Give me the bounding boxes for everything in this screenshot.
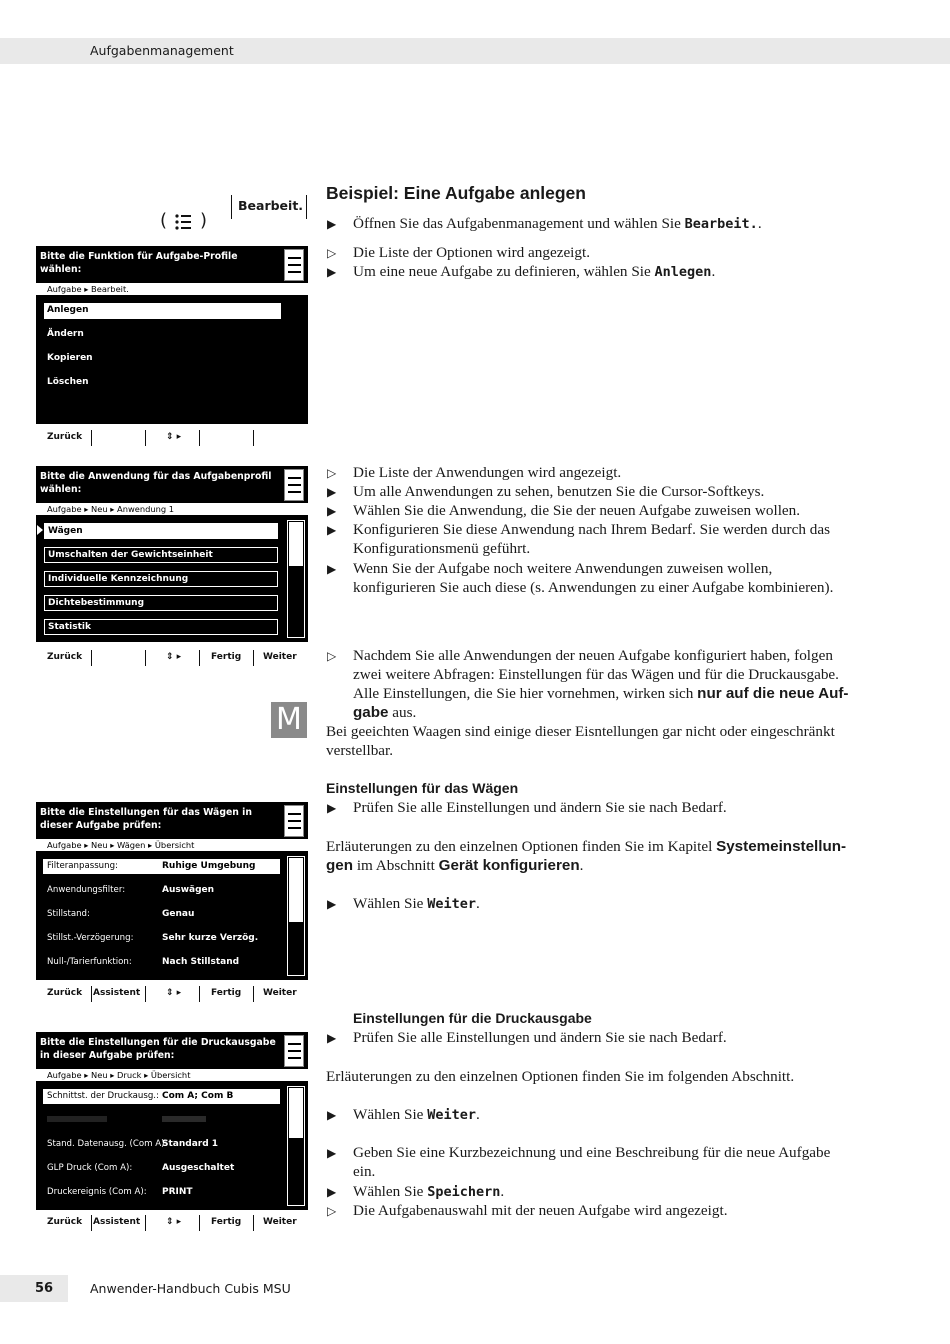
step-text: Geben Sie eine Kurzbezeichnung und eine Beschreibung für die neue Aufgabe — [353, 1144, 831, 1161]
selection-arrow-icon — [37, 525, 43, 535]
softkey-zurueck[interactable]: Zurück — [47, 1217, 83, 1227]
option-label: Anwendungsfilter: — [47, 885, 126, 895]
option-label: Druckereignis (Com A): — [47, 1187, 147, 1197]
softkey-zurueck[interactable]: Zurück — [47, 432, 83, 442]
menu-list-icon — [174, 213, 192, 231]
bearbeit-softkey[interactable]: Bearbeit. — [231, 195, 307, 219]
action-arrow-icon: ▶ — [327, 1146, 337, 1160]
action-arrow-icon: ▶ — [327, 801, 337, 815]
option-label: GLP Druck (Com A): — [47, 1163, 133, 1173]
option-value[interactable]: Genau — [162, 909, 195, 919]
step-text: Wenn Sie der Aufgabe noch weitere Anwendungen zuweisen wollen, — [353, 560, 773, 577]
breadcrumb: Aufgabe ▸ Neu ▸ Druck ▸ Übersicht — [36, 1069, 308, 1081]
scrollbar[interactable] — [287, 1086, 305, 1206]
body-text: gen im Abschnitt Gerät konfigurieren. — [326, 857, 584, 874]
result-text: Nachdem Sie alle Anwendungen der neuen Aufgabe konfiguriert haben, folgen — [353, 647, 833, 664]
action-arrow-icon: ▶ — [327, 562, 337, 576]
result-text: Die Liste der Anwendungen wird angezeigt. — [353, 464, 622, 481]
step-text: Wählen Sie Weiter. — [353, 895, 480, 912]
scrollbar[interactable] — [287, 520, 305, 638]
softkey-cursor[interactable]: ⇕ ▸ — [166, 652, 182, 662]
app-item-umschalten[interactable]: Umschalten der Gewichtseinheit — [44, 547, 278, 563]
softkey-weiter[interactable]: Weiter — [263, 1217, 297, 1227]
softkey-weiter[interactable]: Weiter — [263, 988, 297, 998]
step-text: konfigurieren Sie auch diese (s. Anwendungen zu einer Aufgabe kombinieren). — [353, 579, 834, 596]
paren-right: ) — [200, 210, 208, 231]
screen-application-select — [36, 466, 308, 642]
screen-title: Bitte die Einstellungen für die Druckausgabe in dieser Aufgabe prüfen: — [40, 1037, 276, 1061]
action-arrow-icon: ▶ — [327, 1185, 337, 1199]
softkey-assistent[interactable]: Assistent — [93, 1217, 141, 1227]
menu-item-anlegen[interactable]: Anlegen — [44, 303, 281, 319]
screen-title: Bitte die Anwendung für das Aufgabenprofil wählen: — [40, 471, 272, 495]
breadcrumb: Aufgabe ▸ Bearbeit. — [36, 283, 308, 295]
breadcrumb: Aufgabe ▸ Neu ▸ Wägen ▸ Übersicht — [36, 839, 308, 851]
result-arrow-icon: ▷ — [327, 649, 337, 663]
option-row-obscured — [47, 1116, 107, 1122]
step-text: Prüfen Sie alle Einstellungen und ändern Sie sie nach Bedarf. — [353, 799, 727, 816]
softkey-cursor[interactable]: ⇕ ▸ — [166, 1217, 182, 1227]
subheading-druck: Einstellungen für die Druckausgabe — [353, 1010, 592, 1026]
action-arrow-icon: ▶ — [327, 217, 337, 231]
option-value-obscured — [162, 1116, 206, 1122]
option-label: Filteranpassung: — [47, 861, 118, 871]
step-text: Öffnen Sie das Aufgabenmanagement und wählen Sie Bearbeit.. — [353, 215, 762, 232]
action-arrow-icon: ▶ — [327, 265, 337, 279]
manual-title: Anwender-Handbuch Cubis MSU — [90, 1281, 291, 1296]
softkey-fertig[interactable]: Fertig — [211, 652, 242, 662]
step-text: Konfigurationsmenü geführt. — [353, 540, 531, 557]
softkey-zurueck[interactable]: Zurück — [47, 988, 83, 998]
menu-icon — [284, 1035, 304, 1067]
menu-item-kopieren[interactable]: Kopieren — [47, 353, 93, 363]
result-text: gabe aus. — [353, 704, 417, 721]
softkey-bar — [36, 430, 308, 448]
step-text: Prüfen Sie alle Einstellungen und ändern Sie sie nach Bedarf. — [353, 1029, 727, 1046]
body-text: Erläuterungen zu den einzelnen Optionen finden Sie im folgenden Abschnitt. — [326, 1068, 795, 1085]
action-arrow-icon: ▶ — [327, 523, 337, 537]
option-label: Stillst.-Verzögerung: — [47, 933, 134, 943]
option-value[interactable]: Standard 1 — [162, 1139, 219, 1149]
action-arrow-icon: ▶ — [327, 897, 337, 911]
screen-weighing-settings — [36, 802, 308, 980]
option-value: Ruhige Umgebung — [162, 861, 256, 871]
step-text: Wählen Sie Weiter. — [353, 1106, 480, 1123]
softkey-bar — [36, 650, 308, 668]
screen-print-settings — [36, 1032, 308, 1210]
action-arrow-icon: ▶ — [327, 1108, 337, 1122]
body-text: Erläuterungen zu den einzelnen Optionen finden Sie im Kapitel Systemeinstellun- — [326, 838, 847, 855]
result-text: Alle Einstellungen, die Sie hier vornehmen, wirken sich nur auf die neue Auf- — [353, 685, 849, 702]
softkey-zurueck[interactable]: Zurück — [47, 652, 83, 662]
app-item-dichte[interactable]: Dichtebestimmung — [44, 595, 278, 611]
m-calibrated-icon: M — [271, 702, 307, 738]
option-label: Schnittst. der Druckausg.: — [47, 1091, 159, 1101]
result-arrow-icon: ▷ — [327, 1204, 337, 1218]
note-text: Bei geeichten Waagen sind einige dieser Eisntellungen gar nicht oder eingeschränkt — [326, 723, 835, 740]
step-text: Konfigurieren Sie diese Anwendung nach Ihrem Bedarf. Sie werden durch das — [353, 521, 830, 538]
menu-icon — [284, 249, 304, 281]
option-label: Null-/Tarierfunktion: — [47, 957, 132, 967]
option-label: Stand. Datenausg. (Com A): — [47, 1139, 168, 1149]
softkey-bar — [36, 986, 308, 1004]
softkey-cursor[interactable]: ⇕ ▸ — [166, 988, 182, 998]
screen-title: Bitte die Funktion für Aufgabe-Profile wählen: — [40, 251, 238, 275]
option-value[interactable]: Ausgeschaltet — [162, 1163, 235, 1173]
app-item-statistik[interactable]: Statistik — [44, 619, 278, 635]
page-number: 56 — [0, 1275, 68, 1302]
softkey-assistent[interactable]: Assistent — [93, 988, 141, 998]
result-arrow-icon: ▷ — [327, 466, 337, 480]
option-value[interactable]: Auswägen — [162, 885, 215, 895]
action-arrow-icon: ▶ — [327, 504, 337, 518]
option-value[interactable]: Nach Stillstand — [162, 957, 240, 967]
menu-item-aendern[interactable]: Ändern — [47, 329, 84, 339]
option-value[interactable]: Sehr kurze Verzög. — [162, 933, 259, 943]
option-label: Stillstand: — [47, 909, 90, 919]
step-text: Wählen Sie die Anwendung, die Sie der neuen Aufgabe zuweisen wollen. — [353, 502, 801, 519]
step-text: Wählen Sie Speichern. — [353, 1183, 505, 1200]
breadcrumb: Aufgabe ▸ Neu ▸ Anwendung 1 — [36, 503, 308, 515]
option-value: Com A; Com B — [162, 1091, 234, 1101]
menu-icon — [284, 805, 304, 837]
softkey-fertig[interactable]: Fertig — [211, 1217, 242, 1227]
result-arrow-icon: ▷ — [327, 246, 337, 260]
menu-item-loeschen[interactable]: Löschen — [47, 377, 89, 387]
step-text: Um eine neue Aufgabe zu definieren, wählen Sie Anlegen. — [353, 263, 716, 280]
result-text: zwei weitere Abfragen: Einstellungen für das Wägen und für die Druckausgabe. — [353, 666, 839, 683]
app-item-kennzeichnung[interactable]: Individuelle Kennzeichnung — [44, 571, 278, 587]
softkey-cursor[interactable]: ⇕ ▸ — [166, 432, 182, 442]
screen-function-select — [36, 246, 308, 424]
step-text: ein. — [353, 1163, 376, 1180]
softkey-weiter[interactable]: Weiter — [263, 652, 297, 662]
paren-left: ( — [160, 210, 168, 231]
page-heading: Beispiel: Eine Aufgabe anlegen — [326, 183, 586, 203]
app-item-waegen[interactable]: Wägen — [44, 523, 278, 539]
action-arrow-icon: ▶ — [327, 485, 337, 499]
option-value[interactable]: PRINT — [162, 1187, 193, 1197]
scrollbar[interactable] — [287, 856, 305, 976]
menu-icon — [284, 469, 304, 501]
softkey-bar — [36, 1215, 308, 1233]
result-text: Die Liste der Optionen wird angezeigt. — [353, 244, 591, 261]
note-text: verstellbar. — [326, 742, 394, 759]
action-arrow-icon: ▶ — [327, 1031, 337, 1045]
result-text: Die Aufgabenauswahl mit der neuen Aufgabe wird angezeigt. — [353, 1202, 728, 1219]
subheading-waegen: Einstellungen für das Wägen — [326, 780, 519, 796]
softkey-fertig[interactable]: Fertig — [211, 988, 242, 998]
section-title: Aufgabenmanagement — [90, 43, 234, 58]
screen-title: Bitte die Einstellungen für das Wägen in dieser Aufgabe prüfen: — [40, 807, 252, 831]
step-text: Um alle Anwendungen zu sehen, benutzen Sie die Cursor-Softkeys. — [353, 483, 765, 500]
